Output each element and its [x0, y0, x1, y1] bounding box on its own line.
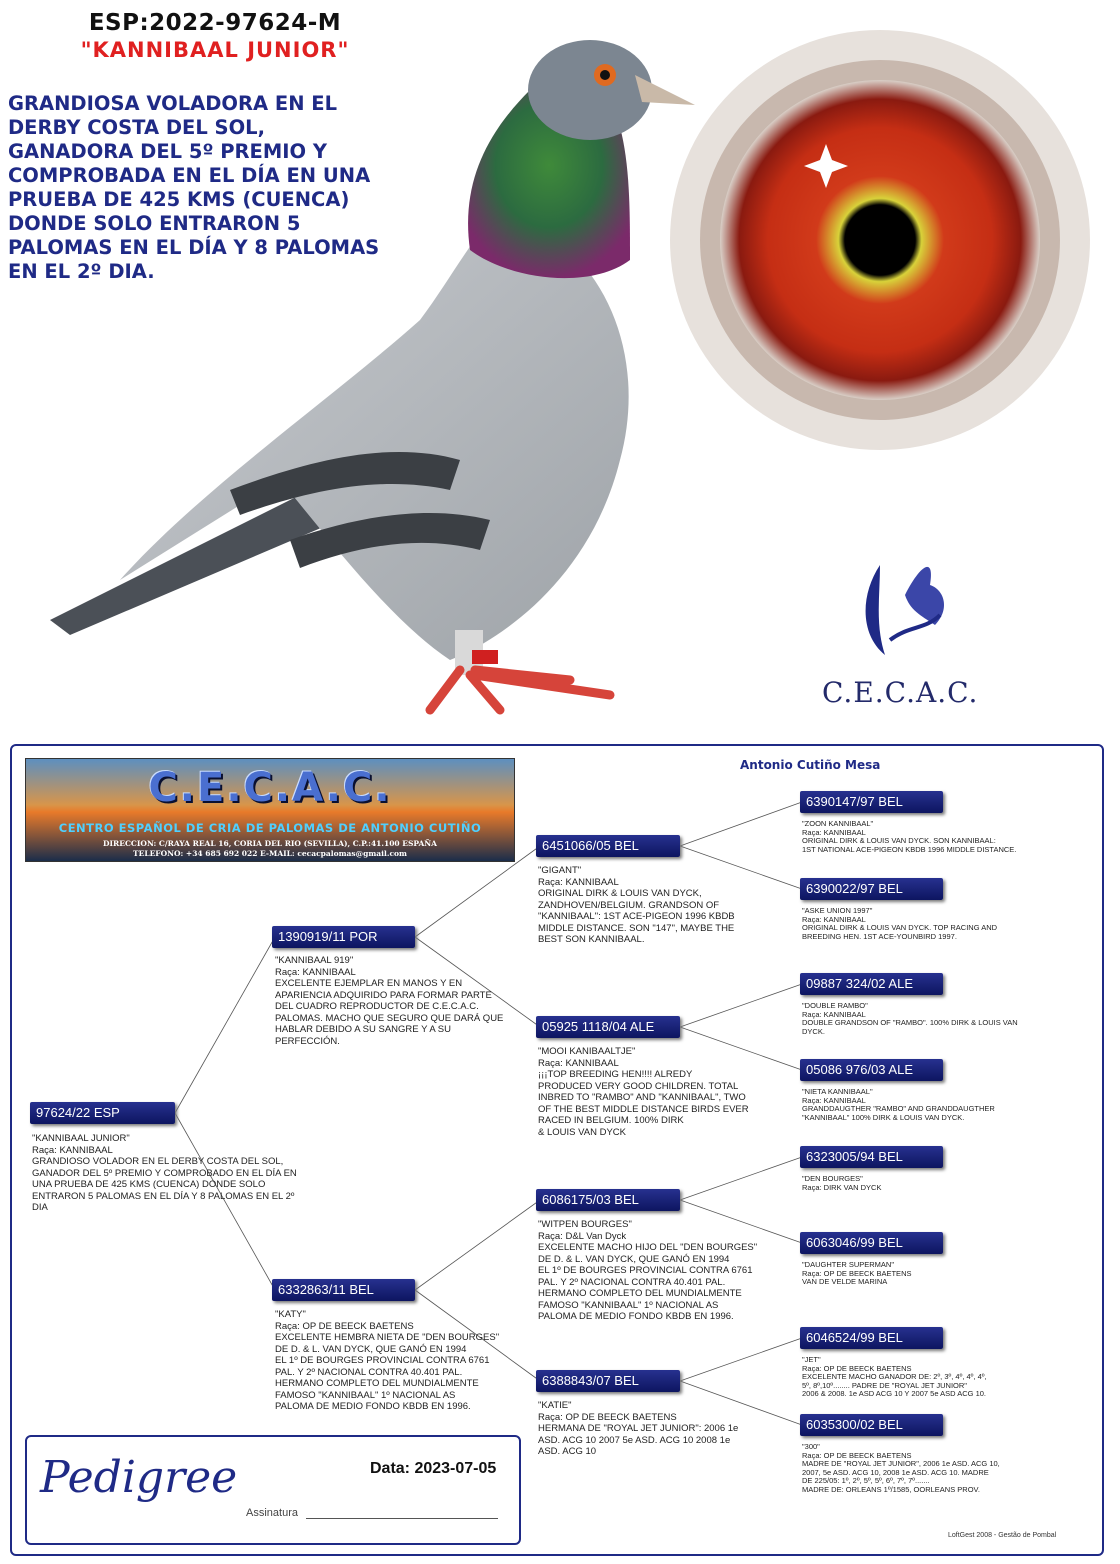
banner-subtitle: CENTRO ESPAÑOL DE CRIA DE PALOMAS DE ANTONIO CUTIÑO: [58, 821, 482, 835]
dam-ring: 6332863/11 BEL: [272, 1279, 415, 1301]
pedigree-title: Pedigree: [40, 1452, 238, 1503]
software-footer: LoftGest 2008 - Gestão de Pombal: [948, 1532, 1057, 1539]
ggp-5-desc: "DEN BOURGES" Raça: DIRK VAN DYCK: [802, 1174, 882, 1192]
banner-contact: TELEFONO: +34 685 692 022 E-MAIL: cecacpalomas@gmail.com: [133, 849, 407, 858]
banner-address: DIRECCION: C/RAYA REAL 16, CORIA DEL RIO (SEVILLA), C.P.:41.100 ESPAÑA: [103, 839, 437, 848]
headline-line: GANADORA DEL 5º PREMIO Y: [8, 140, 328, 163]
ggp-8-desc: "300" Raça: OP DE BEECK BAETENS MADRE DE "ROYAL JET JUNIOR", 2006 1e ASD. ACG 10, 2007, 5e ASD. ACG 10, 2008 1e ASD. ACG 10. MADRE DE 225/05: 1º, 2º, 5º, 5º, 6º, 7º, 7º....... MADRE DE: ORLEANS 1º/1585, OORLEANS PROV.: [802, 1442, 1000, 1494]
ggp-2-ring: 6390022/97 BEL: [800, 878, 943, 900]
bird-name-title: "KANNIBAAL JUNIOR": [80, 38, 350, 62]
dam-desc: "KATY" Raça: OP DE BEECK BAETENS EXCELENTE HEMBRA NIETA DE "DEN BOURGES" DE D. & L. VAN DYCK, QUE GANÓ EN 1994 EL 1º DE BOURGES PROVINCIAL CONTRA 6761 PAL. Y 2º NACIONAL CONTRA 40.401 PAL. HERMANO COMPLETO DEL MUNDIALMENTE FAMOSO "KANNIBAAL" 1º NACIONAL AS PALOMA DE MEDIO FONDO KBDB EN 1996.: [275, 1309, 500, 1412]
subject-desc: "KANNIBAAL JUNIOR" Raça: KANNIBAAL GRANDIOSO VOLADOR EN EL DERBY COSTA DEL SOL, GANADOR DEL 5º PREMIO Y COMPROBADO EN EL DÍA EN UNA PRUEBA DE 425 KMS (CUENCA) DONDE SOLO ENTRARON 5 PALOMAS EN EL DÍA Y 8 PALOMAS EN EL 2º DIA: [32, 1133, 297, 1213]
headline-line: EN EL 2º DIA.: [8, 260, 155, 283]
ggp-1-ring: 6390147/97 BEL: [800, 791, 943, 813]
subject-ring: 97624/22 ESP: [30, 1102, 175, 1124]
dam-dam-ring: 6388843/07 BEL: [536, 1370, 680, 1392]
headline-line: COMPROBADA EN EL DÍA EN UNA: [8, 164, 371, 187]
banner-title: C.E.C.A.C.: [148, 765, 392, 811]
pedigree-date: Data: 2023-07-05: [370, 1460, 497, 1477]
ggp-6-ring: 6063046/99 BEL: [800, 1232, 943, 1254]
ggp-6-desc: "DAUGHTER SUPERMAN" Raça: OP DE BEECK BAETENS VAN DE VELDE MARINA: [802, 1260, 912, 1287]
dam-dam-desc: "KATIE" Raça: OP DE BEECK BAETENS HERMANA DE "ROYAL JET JUNIOR": 2006 1e ASD. ACG 10 2007 5e ASD. ACG 10 2008 1e ASD. ACG 10: [538, 1400, 739, 1457]
signature-label: Assinatura: [246, 1507, 298, 1519]
sire-desc: "KANNIBAAL 919" Raça: KANNIBAAL EXCELENTE EJEMPLAR EN MANOS Y EN APARIENCIA ADQUIRIDO PARA FORMAR PARTE DEL CUADRO REPRODUCTOR DE C.E.C.A.C. PALOMAS. MACHO QUE SEGURO QUE DARÁ QUE HABLAR DEBIDO A SU SANGRE Y A SU PERFECCIÓN.: [275, 955, 504, 1047]
ggp-1-desc: "ZOON KANNIBAAL" Raça: KANNIBAAL ORIGINAL DIRK & LOUIS VAN DYCK. SON KANNIBAAL: 1ST NATIONAL ACE-PIGEON KBDB 1996 MIDDLE DISTANCE.: [802, 819, 1017, 854]
headline-line: GRANDIOSA VOLADORA EN EL: [8, 92, 338, 115]
dam-sire-ring: 6086175/03 BEL: [536, 1189, 680, 1211]
dam-sire-desc: "WITPEN BOURGES" Raça: D&L Van Dyck EXCELENTE MACHO HIJO DEL "DEN BOURGES" DE D. & L. VAN DYCK, QUE GANÓ EN 1994 EL 1º DE BOURGES PROVINCIAL CONTRA 6761 PAL. Y 2º NACIONAL CONTRA 40.401 PAL. HERMANO COMPLETO DEL MUNDIALMENTE FAMOSO "KANNIBAAL" 1º NACIONAL AS PALOMA DE MEDIO FONDO KBDB EN 1996.: [538, 1219, 758, 1322]
ggp-3-ring: 09887 324/02 ALE: [800, 973, 943, 995]
ggp-3-desc: "DOUBLE RAMBO" Raça: KANNIBAAL DOUBLE GRANDSON OF "RAMBO". 100% DIRK & LOUIS VAN DYCK.: [802, 1001, 1018, 1036]
ggp-7-desc: "JET" Raça: OP DE BEECK BAETENS EXCELENTE MACHO GANADOR DE: 2º, 3º, 4º, 4º, 4º, 5º, 8º,10º........ PADRE DE "ROYAL JET JUNIOR" 2006 & 2008. 1e ASD ACG 10 Y 2007 5e ASD ACG 10.: [802, 1355, 987, 1399]
sire-dam-ring: 05925 1118/04 ALE: [536, 1016, 680, 1038]
ggp-4-ring: 05086 976/03 ALE: [800, 1059, 943, 1081]
cecac-logo-text: C.E.C.A.C.: [822, 676, 979, 709]
sire-ring: 1390919/11 POR: [272, 926, 415, 948]
breeder-name: Antonio Cutiño Mesa: [740, 758, 881, 772]
ggp-2-desc: "ASKE UNION 1997" Raça: KANNIBAAL ORIGINAL DIRK & LOUIS VAN DYCK. TOP RACING AND BREEDING HEN. 1ST ACE-YOUNBIRD 1997.: [802, 906, 998, 941]
sire-dam-desc: "MOOI KANIBAALTJE" Raça: KANNIBAAL ¡¡¡TOP BREEDING HEN!!!! ALREDY PRODUCED VERY GOOD CHILDREN. TOTAL INBRED TO "RAMBO" AND "KANNIBAAL", TWO OF THE BEST MIDDLE DISTANCE BIRDS EVER RACED IN BELGIUM. 100% DIRK & LOUIS VAN DYCK: [538, 1046, 749, 1138]
ggp-4-desc: "NIETA KANNIBAAL" Raça: KANNIBAAL GRANDDAUGTHER "RAMBO" AND GRANDDAUGTHER "KANNIBAAL" 100% DIRK & LOUIS VAN DYCK.: [802, 1087, 995, 1122]
sire-sire-ring: 6451066/05 BEL: [536, 835, 680, 857]
sire-sire-desc: "GIGANT" Raça: KANNIBAAL ORIGINAL DIRK & LOUIS VAN DYCK, ZANDHOVEN/BELGIUM. GRANDSON OF "KANNIBAAL": 1ST ACE-PIGEON 1996 KBDB MIDDLE DISTANCE. SON "147", MAYBE THE BEST SON KANNIBAAL.: [538, 865, 735, 945]
ring-number-header: ESP:2022-97624-M: [88, 10, 342, 36]
ggp-8-ring: 6035300/02 BEL: [800, 1414, 943, 1436]
headline-line: PRUEBA DE 425 KMS (CUENCA): [8, 188, 350, 211]
headline-line: DERBY COSTA DEL SOL,: [8, 116, 266, 139]
headline-line: DONDE SOLO ENTRARON 5: [8, 212, 301, 235]
signature-line: [306, 1518, 498, 1519]
ggp-7-ring: 6046524/99 BEL: [800, 1327, 943, 1349]
headline-line: PALOMAS EN EL DÍA Y 8 PALOMAS: [8, 236, 380, 259]
ggp-5-ring: 6323005/94 BEL: [800, 1146, 943, 1168]
